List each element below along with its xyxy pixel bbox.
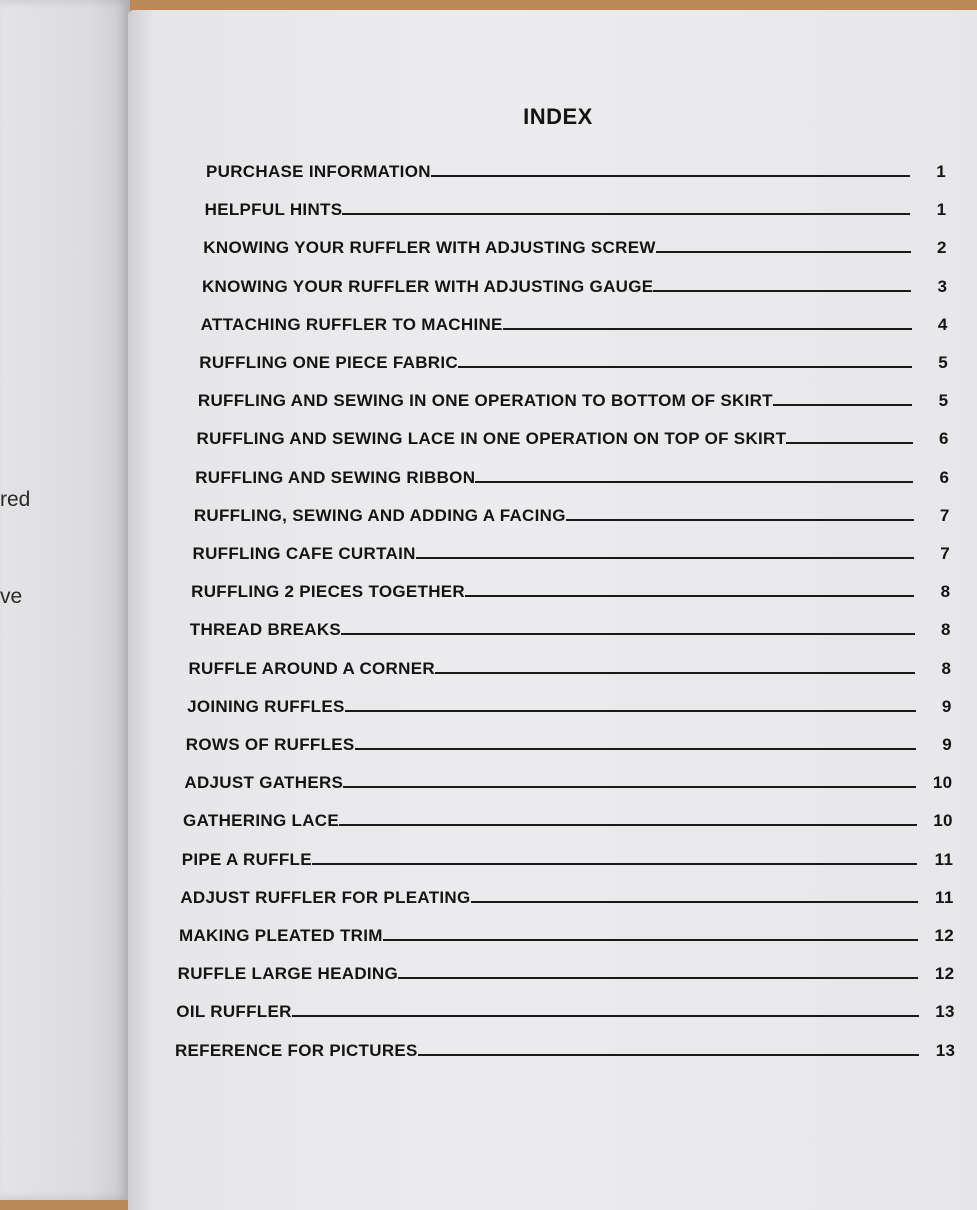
toc-entry-title: ADJUST RUFFLER FOR PLEATING: [180, 887, 471, 907]
toc-entry-title: RUFFLING 2 PIECES TOGETHER: [191, 582, 465, 602]
toc-leader-line: [355, 748, 916, 750]
toc-entry: [175, 1035, 955, 1061]
toc-leader-line: [431, 175, 910, 177]
index-page: [128, 10, 977, 1210]
toc-entry-title: RUFFLING, SEWING AND ADDING A FACING: [193, 505, 566, 525]
toc-entry-page: 6: [939, 467, 950, 487]
toc-entry-page: 8: [940, 582, 951, 602]
left-page-fragment: red: [0, 488, 31, 511]
toc-entry: [176, 996, 955, 1022]
toc-entry-page: 9: [942, 735, 952, 754]
toc-leader-line: [773, 404, 913, 406]
toc-entry: [179, 920, 954, 946]
toc-leader-line: [653, 290, 911, 292]
toc-leader-line: [343, 786, 916, 788]
toc-entry-title: MAKING PLEATED TRIM: [179, 926, 383, 945]
toc-entry-title: OIL RUFFLER: [176, 1002, 292, 1022]
toc-entry-title: THREAD BREAKS: [189, 620, 342, 640]
toc-leader-line: [341, 633, 915, 635]
toc-leader-line: [416, 557, 914, 559]
left-page: [0, 0, 130, 1200]
toc-entry-title: RUFFLING AND SEWING LACE IN ONE OPERATION ON TOP OF SKIRT: [196, 429, 787, 449]
toc-entry-title: REFERENCE FOR PICTURES: [174, 1040, 418, 1060]
toc-entry-page: 1: [936, 162, 946, 181]
toc-entry-page: 5: [938, 353, 948, 372]
toc-leader-line: [292, 1015, 919, 1017]
toc-entry-title: RUFFLING AND SEWING RIBBON: [195, 467, 476, 487]
toc-entry: [198, 385, 949, 411]
toc-entry: [188, 653, 951, 679]
left-page-fragment: ve: [0, 585, 23, 608]
toc-leader-line: [398, 977, 918, 979]
toc-entry-title: ROWS OF RUFFLES: [185, 735, 355, 754]
toc-entry-page: 9: [941, 696, 952, 716]
toc-entry-title: RUFFLING AND SEWING IN ONE OPERATION TO BOTTOM OF SKIRT: [197, 391, 773, 411]
toc-entry: [205, 194, 947, 220]
toc-entry-title: RUFFLING CAFE CURTAIN: [192, 544, 416, 563]
toc-entry-title: HELPFUL HINTS: [204, 200, 343, 220]
toc-leader-line: [418, 1054, 920, 1056]
toc-entry-title: ATTACHING RUFFLER TO MACHINE: [200, 314, 503, 334]
toc-entry-title: PURCHASE INFORMATION: [206, 162, 431, 181]
toc-entry-page: 1: [936, 200, 947, 220]
toc-entry-page: 2: [937, 238, 947, 258]
toc-entry: [194, 500, 950, 526]
toc-leader-line: [458, 366, 912, 368]
toc-entry-title: JOINING RUFFLES: [187, 696, 345, 716]
toc-leader-line: [339, 824, 917, 826]
toc-leader-line: [471, 901, 918, 903]
toc-entry-title: KNOWING YOUR RUFFLER WITH ADJUSTING GAUGE: [201, 276, 654, 296]
toc-leader-line: [435, 672, 915, 674]
toc-entry: [187, 691, 952, 717]
toc-entry-title: RUFFLE LARGE HEADING: [177, 964, 399, 984]
toc-entry-title: PIPE A RUFFLE: [181, 849, 312, 869]
toc-leader-line: [465, 595, 914, 597]
toc-entry-page: 10: [932, 773, 953, 793]
toc-entry: [186, 729, 952, 755]
toc-entry: [201, 309, 948, 335]
toc-entry-page: 8: [941, 620, 951, 640]
toc-entry: [195, 462, 949, 488]
toc-entry-title: KNOWING YOUR RUFFLER WITH ADJUSTING SCREW: [203, 238, 656, 258]
toc-entry-page: 7: [939, 505, 950, 525]
toc-leader-line: [383, 939, 918, 941]
toc-entry: [197, 423, 949, 449]
toc-entry-page: 7: [940, 544, 950, 563]
toc-entry-page: 6: [939, 429, 949, 449]
toc-entry: [184, 767, 952, 793]
toc-leader-line: [475, 481, 913, 483]
toc-entry-title: RUFFLE AROUND A CORNER: [188, 658, 435, 678]
toc-entry-title: GATHERING LACE: [183, 811, 339, 831]
toc-entry-page: 10: [933, 811, 953, 831]
toc-leader-line: [503, 328, 912, 330]
toc-entry: [202, 271, 947, 297]
toc-entry-page: 12: [934, 964, 955, 984]
toc-leader-line: [345, 710, 916, 712]
toc-leader-line: [566, 519, 914, 521]
toc-entry: [190, 614, 951, 640]
toc-entry-title: RUFFLING ONE PIECE FABRIC: [199, 353, 458, 372]
toc-entry-page: 3: [937, 276, 948, 296]
toc-entry-page: 12: [934, 926, 954, 945]
toc-entry-title: ADJUST GATHERS: [184, 773, 344, 793]
toc-entry-page: 5: [938, 391, 949, 411]
toc-entry-page: 4: [937, 314, 948, 334]
toc-entry-page: 13: [935, 1040, 956, 1060]
index-title: INDEX: [523, 104, 593, 129]
toc-leader-line: [786, 442, 913, 444]
toc-entry: [182, 844, 954, 870]
toc-entry: [206, 156, 946, 182]
toc-entry: [183, 805, 953, 831]
toc-entry-page: 11: [935, 887, 954, 907]
toc-leader-line: [312, 863, 917, 865]
toc-entry: [203, 232, 947, 258]
toc-leader-line: [656, 251, 911, 253]
toc-entry: [199, 347, 948, 373]
toc-entry: [180, 882, 953, 908]
toc-entry: [178, 958, 955, 984]
toc-entry: [191, 576, 950, 602]
toc-entry-page: 8: [941, 658, 952, 678]
toc-entry: [193, 538, 951, 564]
toc-leader-line: [342, 213, 910, 215]
toc-entry-page: 11: [934, 849, 954, 869]
toc-entry-page: 13: [935, 1002, 955, 1022]
